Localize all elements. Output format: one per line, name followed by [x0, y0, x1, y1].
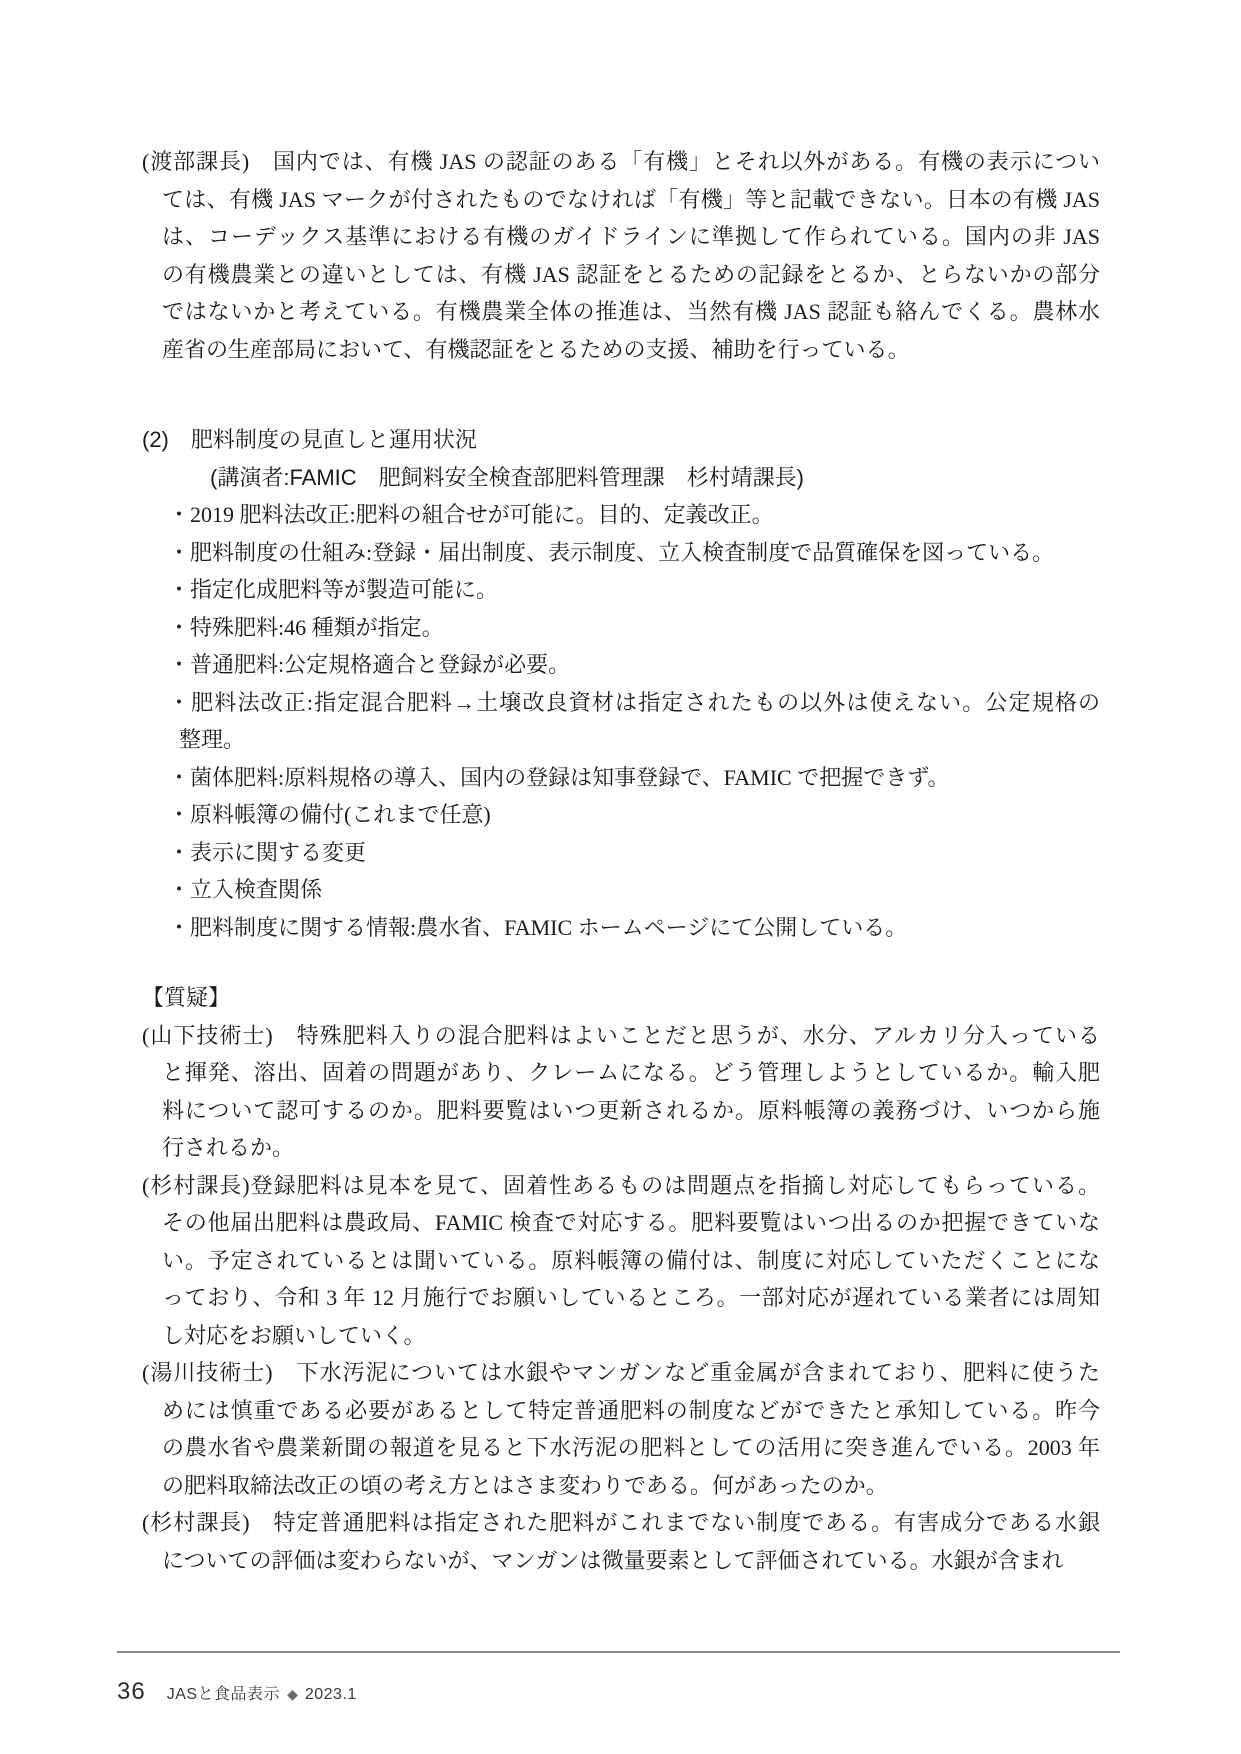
bullet-tachiiri-kensa — [168, 871, 1100, 909]
bullet-hyoji-henko — [168, 834, 1100, 872]
text-line: ・肥料制度に関する情報:農水省、FAMIC ホームページにて公開している。 — [168, 914, 908, 940]
text-line: ・菌体肥料:原料規格の導入、国内の登録は知事登録で、FAMIC で把握できず。 — [168, 764, 950, 790]
bullet-hiryoho-kaisei — [168, 684, 1100, 759]
text-line: ・指定化成肥料等が製造可能に。 — [168, 577, 499, 602]
paragraph-yamashita — [142, 1017, 1100, 1167]
text-line: 料について認可するのか。肥料要覧はいつ更新されるか。原料帳簿の義務づけ、いつから施 — [162, 1097, 1100, 1123]
text-line: (杉村課長) 特定普通肥料は指定された肥料がこれまでない制度である。有害成分である水銀 — [142, 1510, 1100, 1535]
bullet-tokushu-hiryo — [168, 609, 1100, 647]
text-line: ・原料帳簿の備付(これまで任意) — [168, 802, 491, 827]
bullet-kintai-hiryo — [168, 759, 1100, 797]
page-number: 36 — [117, 1678, 146, 1705]
text-line: い。予定されているとは聞いている。原料帳簿の備付は、制度に対応していただくことにな — [162, 1247, 1100, 1273]
bullet-2019-kaisei — [168, 496, 1100, 534]
text-line: の有機農業との違いとしては、有機 JAS 認証をとるための記録をとるか、とらないかの部分 — [162, 261, 1100, 287]
text-line: ・特殊肥料:46 種類が指定。 — [168, 614, 444, 640]
section-heading-2 — [142, 421, 1100, 459]
bullet-futsu-hiryo — [168, 646, 1100, 684]
text-line: (2) 肥料制度の見直しと運用状況 — [142, 427, 477, 452]
paragraph-watanabe — [142, 143, 1100, 368]
text-line: (講演者:FAMIC 肥飼料安全検査部肥料管理課 杉村靖課長) — [210, 464, 804, 490]
lecturer-line — [210, 459, 1100, 497]
text-line: 産省の生産部局において、有機認証をとるための支援、補助を行っている。 — [162, 336, 910, 362]
text-line: その他届出肥料は農政局、FAMIC 検査で対応する。肥料要覧はいつ出るのか把握できていな — [162, 1210, 1100, 1235]
bullet-genryo-chobo — [168, 796, 1100, 834]
text-line: は、コーデックス基準における有機のガイドラインに準拠して作られている。国内の非 JAS — [162, 224, 1100, 249]
paragraph-sugimura-1 — [142, 1167, 1100, 1355]
footer-rule — [117, 1651, 1120, 1653]
bullet-seido-shikumi — [168, 534, 1100, 572]
document-body — [142, 143, 1100, 1579]
text-line: し対応をお願いしていく。 — [162, 1322, 426, 1348]
text-line: 行されるか。 — [162, 1135, 295, 1160]
text-line: ではないかと考えている。有機農業全体の推進は、当然有機 JAS 認証も絡んでくる。農林水 — [162, 299, 1101, 324]
text-line: めには慎重である必要があるとして特定普通肥料の制度などができたと承知している。昨今 — [162, 1397, 1100, 1423]
diamond-icon: ◆ — [287, 1686, 298, 1702]
text-line: (杉村課長)登録肥料は見本を見て、固着性あるものは問題点を指摘し対応してもらっている。 — [142, 1172, 1100, 1198]
issue-number: 2023.1 — [304, 1686, 357, 1703]
text-line: についての評価は変わらないが、マンガンは微量要素として評価されている。水銀が含まれ — [162, 1547, 1064, 1573]
text-line: ・肥料法改正:指定混合肥料→土壌改良資材は指定されたもの以外は使えない。公定規格の — [168, 689, 1100, 715]
text-line: と揮発、溶出、固着の問題があり、クレームになる。どう管理しようとしているか。輸入肥 — [162, 1060, 1100, 1085]
text-line: (湯川技術士) 下水汚泥については水銀やマンガンなど重金属が含まれており、肥料に使うた — [142, 1360, 1100, 1385]
journal-title: JASと食品表示 — [166, 1686, 281, 1703]
text-line: ・立入検査関係 — [168, 877, 323, 902]
text-line: 整理。 — [179, 727, 246, 752]
paragraph-sugimura-2 — [142, 1504, 1100, 1579]
text-line: ・普通肥料:公定規格適合と登録が必要。 — [168, 652, 571, 677]
text-line: 【質疑】 — [142, 985, 231, 1010]
footer-text — [117, 1678, 357, 1706]
text-line: (渡部課長) 国内では、有機 JAS の認証のある「有機」とそれ以外がある。有機の表示につい — [142, 149, 1100, 174]
paragraph-yukawa — [142, 1354, 1100, 1504]
text-line: ・2019 肥料法改正:肥料の組合せが可能に。目的、定義改正。 — [168, 502, 774, 527]
bullet-seido-joho — [168, 909, 1100, 947]
bullet-shitei-kasei — [168, 571, 1100, 609]
qa-heading — [142, 979, 1100, 1017]
text-line: の農水省や農業新聞の報道を見ると下水汚泥の肥料としての活用に突き進んでいる。2003 年 — [162, 1435, 1100, 1460]
text-line: ・肥料制度の仕組み:登録・届出制度、表示制度、立入検査制度で品質確保を図っている。 — [168, 539, 1055, 565]
text-line: (山下技術士) 特殊肥料入りの混合肥料はよいことだと思うが、水分、アルカリ分入っている — [142, 1022, 1100, 1048]
text-line: ・表示に関する変更 — [168, 839, 367, 865]
text-line: の肥料取締法改正の頃の考え方とはさま変わりである。何があったのか。 — [162, 1472, 888, 1498]
text-line: っており、令和 3 年 12 月施行でお願いしているところ。一部対応が遅れている業者には周知 — [162, 1285, 1100, 1310]
text-line: ては、有機 JAS マークが付されたものでなければ「有機」等と記載できない。日本の有機 JAS — [162, 186, 1100, 212]
